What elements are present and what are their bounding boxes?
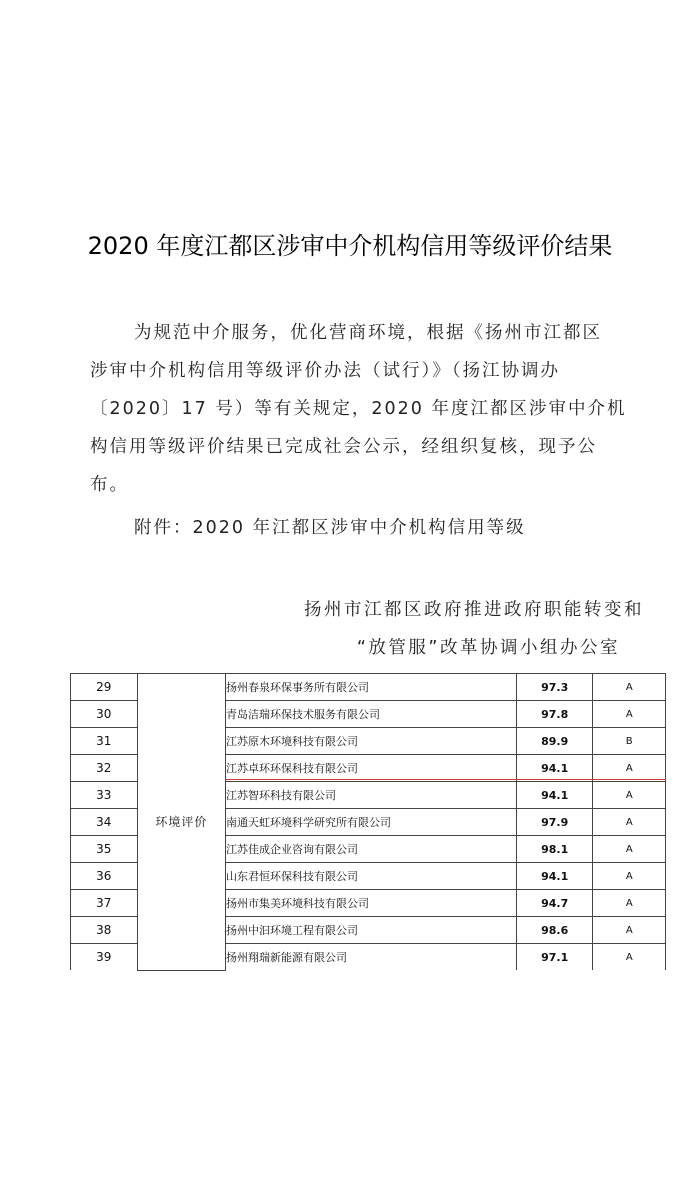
grade-cell: A	[593, 863, 666, 890]
grade-cell: A	[593, 809, 666, 836]
score-cell: 97.9	[516, 809, 593, 836]
signature-line-1: 扬州市江都区政府推进政府职能转变和	[304, 600, 644, 620]
signature-line-2: “放管服”改革协调小组办公室	[356, 638, 620, 658]
score-cell: 94.1	[516, 755, 593, 782]
row-number: 35	[71, 836, 138, 863]
red-underline	[226, 779, 666, 780]
paragraph-line: 涉审中介机构信用等级评价办法（试行）》（扬江协调办	[90, 361, 560, 381]
row-number: 31	[71, 728, 138, 755]
rating-table	[70, 673, 666, 971]
row-number: 30	[71, 701, 138, 728]
company-name: 扬州市集美环境科技有限公司	[226, 890, 517, 917]
attachment-note: 附件：2020 年江都区涉审中介机构信用等级	[134, 518, 526, 538]
grade-cell: A	[593, 944, 666, 971]
grade-cell: A	[593, 890, 666, 917]
company-name: 江苏卓环环保科技有限公司	[226, 755, 517, 782]
row-number: 29	[71, 674, 138, 701]
score-cell: 94.7	[516, 890, 593, 917]
page-title: 2020 年度江都区涉审中介机构信用等级评价结果	[87, 232, 613, 260]
company-name: 江苏智环科技有限公司	[226, 782, 517, 809]
score-cell: 94.1	[516, 782, 593, 809]
row-number: 39	[71, 944, 138, 971]
grade-cell: A	[593, 782, 666, 809]
row-number: 33	[71, 782, 138, 809]
grade-cell: A	[593, 701, 666, 728]
score-cell: 98.6	[516, 917, 593, 944]
row-number: 36	[71, 863, 138, 890]
score-cell: 98.1	[516, 836, 593, 863]
intro-paragraph	[90, 314, 650, 504]
company-name: 江苏原木环境科技有限公司	[226, 728, 517, 755]
grade-cell: A	[593, 755, 666, 782]
paragraph-line: 布。	[90, 475, 129, 495]
grade-cell: A	[593, 917, 666, 944]
company-name: 江苏佳成企业咨询有限公司	[226, 836, 517, 863]
paragraph-line: 构信用等级评价结果已完成社会公示，经组织复核，现予公	[90, 437, 597, 457]
score-cell: 97.3	[516, 674, 593, 701]
company-name: 南通天虹环境科学研究所有限公司	[226, 809, 517, 836]
company-name: 山东君恒环保科技有限公司	[226, 863, 517, 890]
score-cell: 97.8	[516, 701, 593, 728]
company-name: 扬州春泉环保事务所有限公司	[226, 674, 517, 701]
company-name: 扬州翔瑞新能源有限公司	[226, 944, 517, 971]
grade-cell: B	[593, 728, 666, 755]
company-name: 青岛洁瑞环保技术服务有限公司	[226, 701, 517, 728]
row-number: 37	[71, 890, 138, 917]
row-number: 34	[71, 809, 138, 836]
row-number: 32	[71, 755, 138, 782]
score-cell: 94.1	[516, 863, 593, 890]
grade-cell: A	[593, 836, 666, 863]
score-cell: 97.1	[516, 944, 593, 971]
row-number: 38	[71, 917, 138, 944]
paragraph-line: 为规范中介服务，优化营商环境，根据《扬州市江都区	[134, 323, 602, 343]
category-cell: 环境评价	[137, 674, 225, 971]
grade-cell: A	[593, 674, 666, 701]
company-name: 扬州中汩环境工程有限公司	[226, 917, 517, 944]
table-row	[71, 674, 666, 701]
score-cell: 89.9	[516, 728, 593, 755]
paragraph-line: 〔2020〕17 号）等有关规定，2020 年度江都区涉审中介机	[90, 399, 627, 419]
